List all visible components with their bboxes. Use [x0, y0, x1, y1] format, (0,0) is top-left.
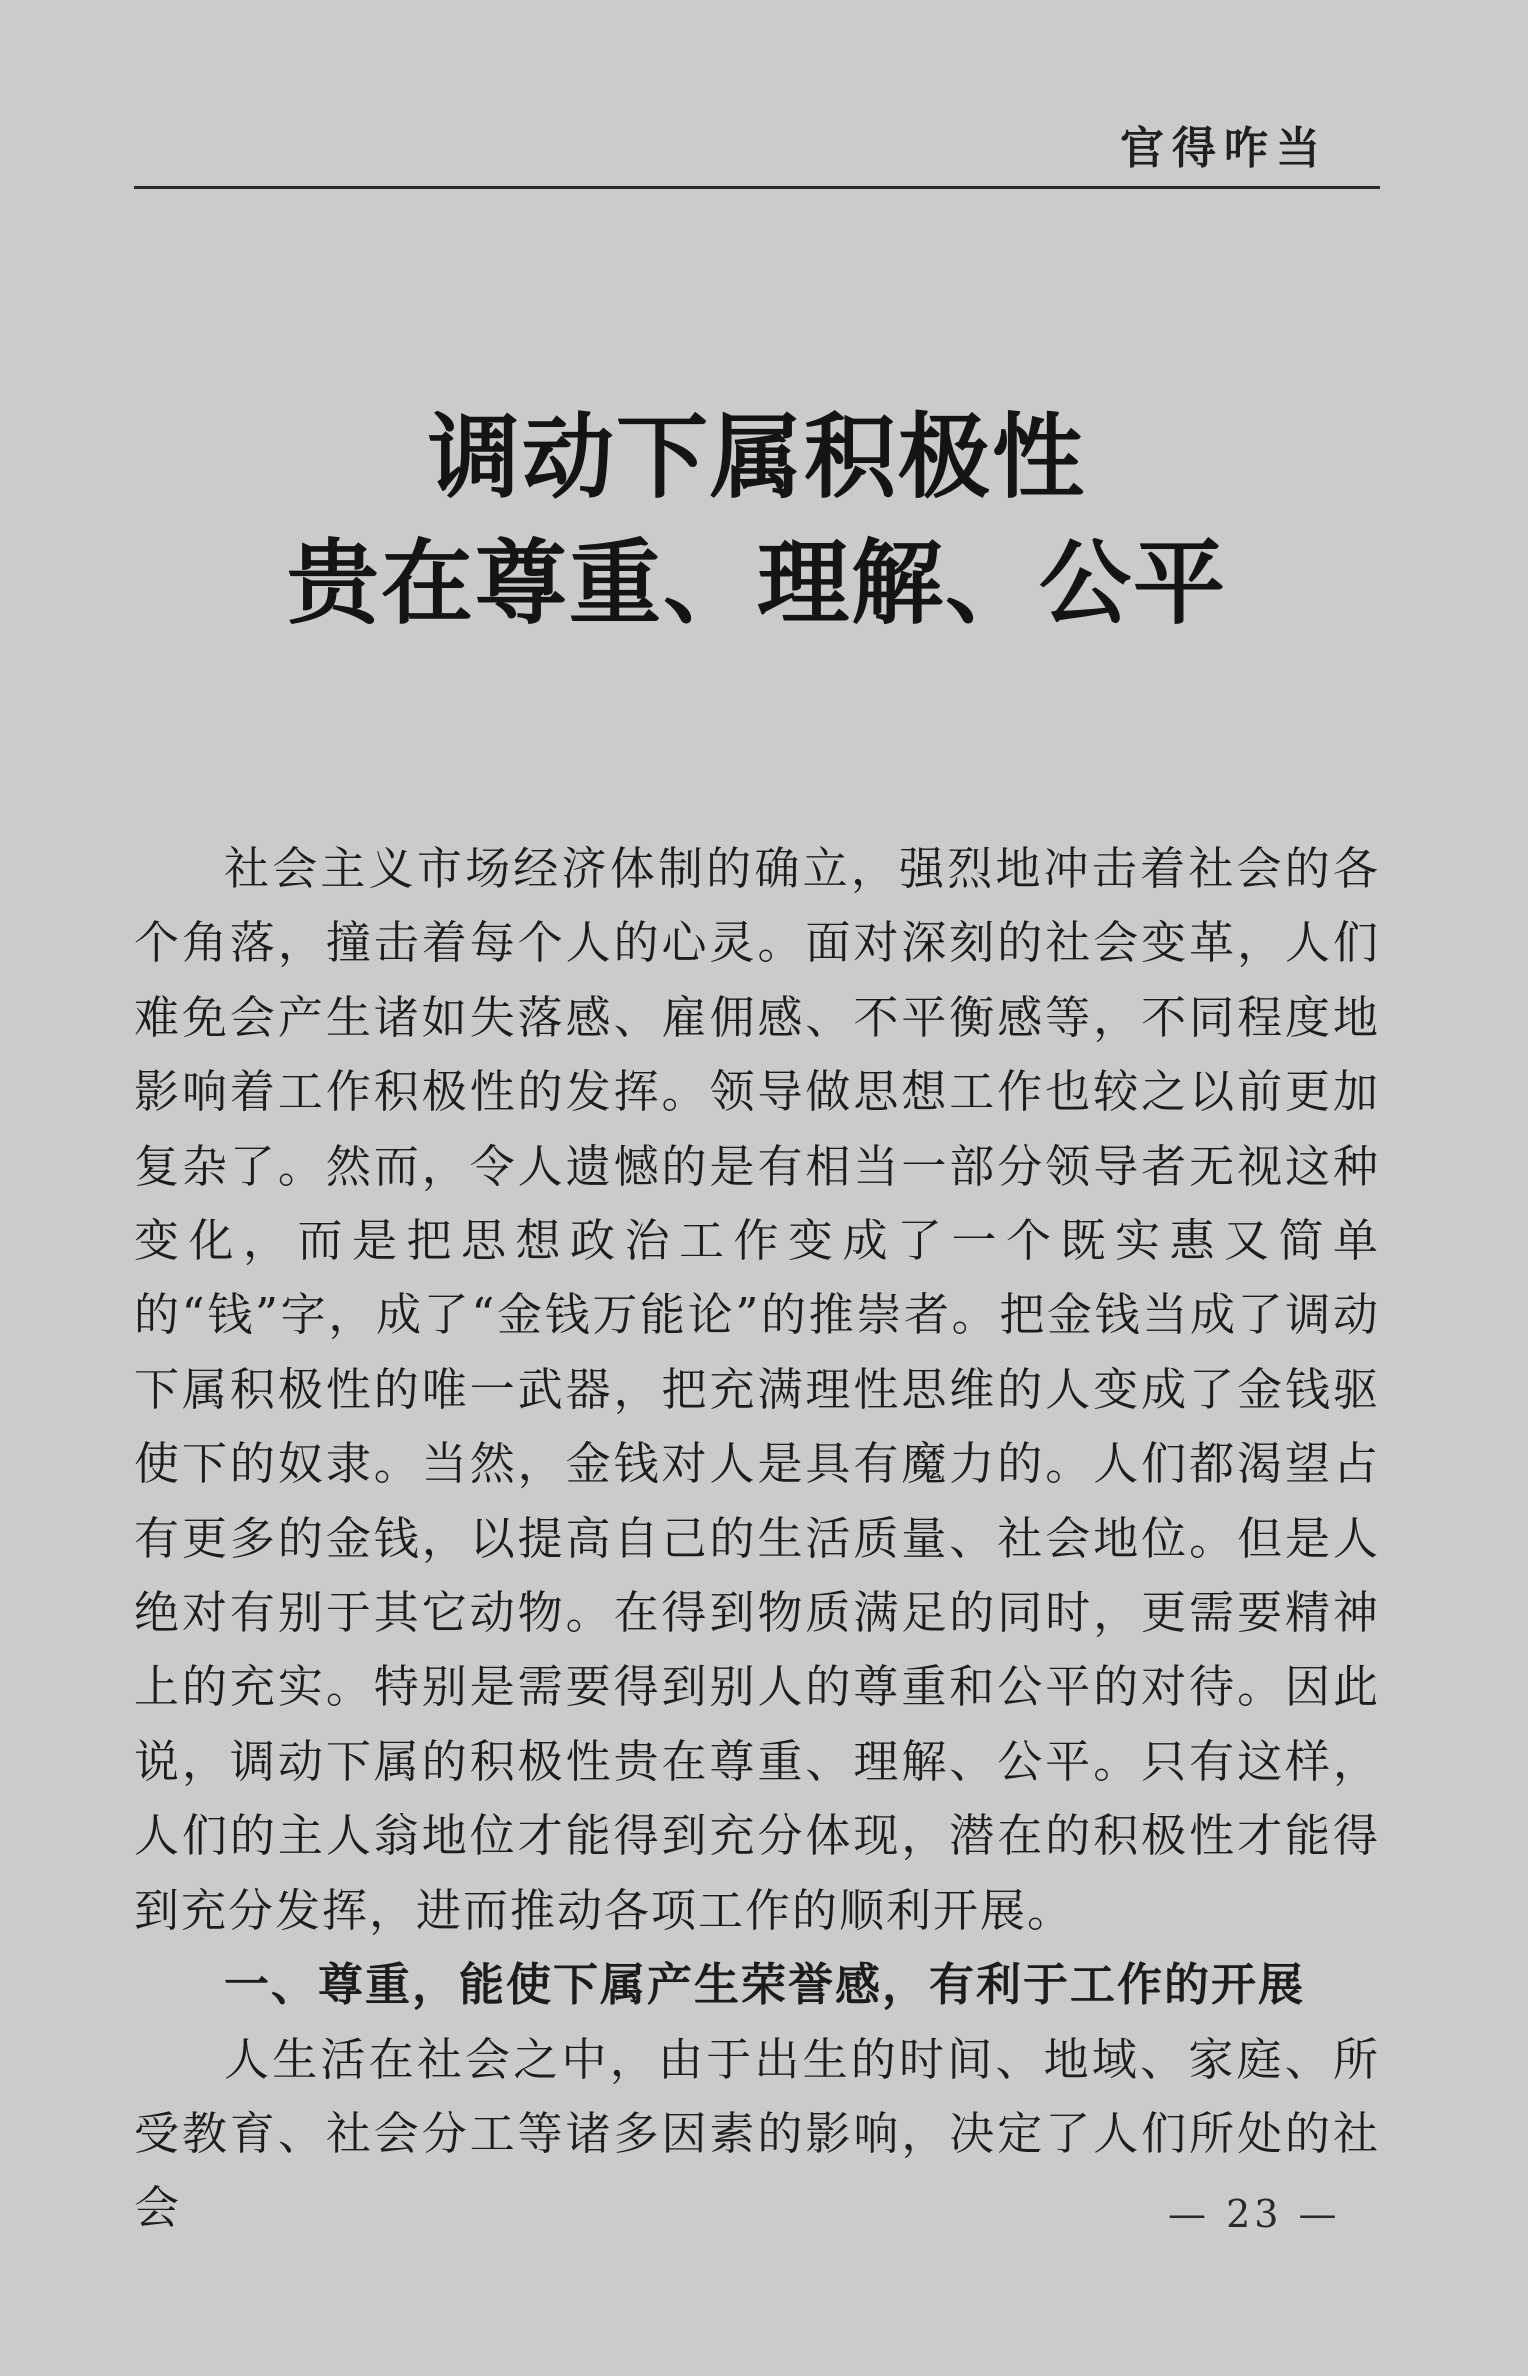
paragraph: 社会主义市场经济体制的确立，强烈地冲击着社会的各个角落，撞击着每个人的心灵。面对深刻的社会变革，人们难免会产生诸如失落感、雇佣感、不平衡感等，不同程度地影响着工作积极性的发挥。领导做思想工作也较之以前更加复杂了。然而，令人遗憾的是有相当一部分领导者无视这种变化，而是把思想政治工作变成了一个既实惠又简单的“钱”字，成了“金钱万能论”的推崇者。把金钱当成了调动下属积极性的唯一武器，把充满理性思维的人变成了金钱驱使下的奴隶。当然，金钱对人是具有魔力的。人们都渴望占有更多的金钱，以提高自己的生活质量、社会地位。但是人绝对有别于其它动物。在得到物质满足的同时，更需要精神上的充实。特别是需要得到别人的尊重和公平的对待。因此说，调动下属的积极性贵在尊重、理解、公平。只有这样，人们的主人翁地位才能得到充分体现，潜在的积极性才能得到充分发挥，进而推动各项工作的顺利开展。 — [134, 842, 1380, 1937]
article-title-line-2: 贵在尊重、理解、公平 — [286, 529, 1227, 637]
article-title-line-1: 调动下属积极性 — [427, 403, 1086, 511]
running-header: 官得咋当 — [1120, 123, 1328, 174]
page-number: — 23 — — [1168, 2192, 1341, 2236]
paragraph: 人生活在社会之中，由于出生的时间、地域、家庭、所受教育、社会分工等诸多因素的影响，决定了人们所处的社会 — [134, 2032, 1380, 2235]
section-heading: 一、尊重，能使下属产生荣誉感，有利于工作的开展 — [224, 1958, 1306, 2012]
article-body — [134, 832, 1380, 2246]
header-rule — [134, 186, 1380, 189]
